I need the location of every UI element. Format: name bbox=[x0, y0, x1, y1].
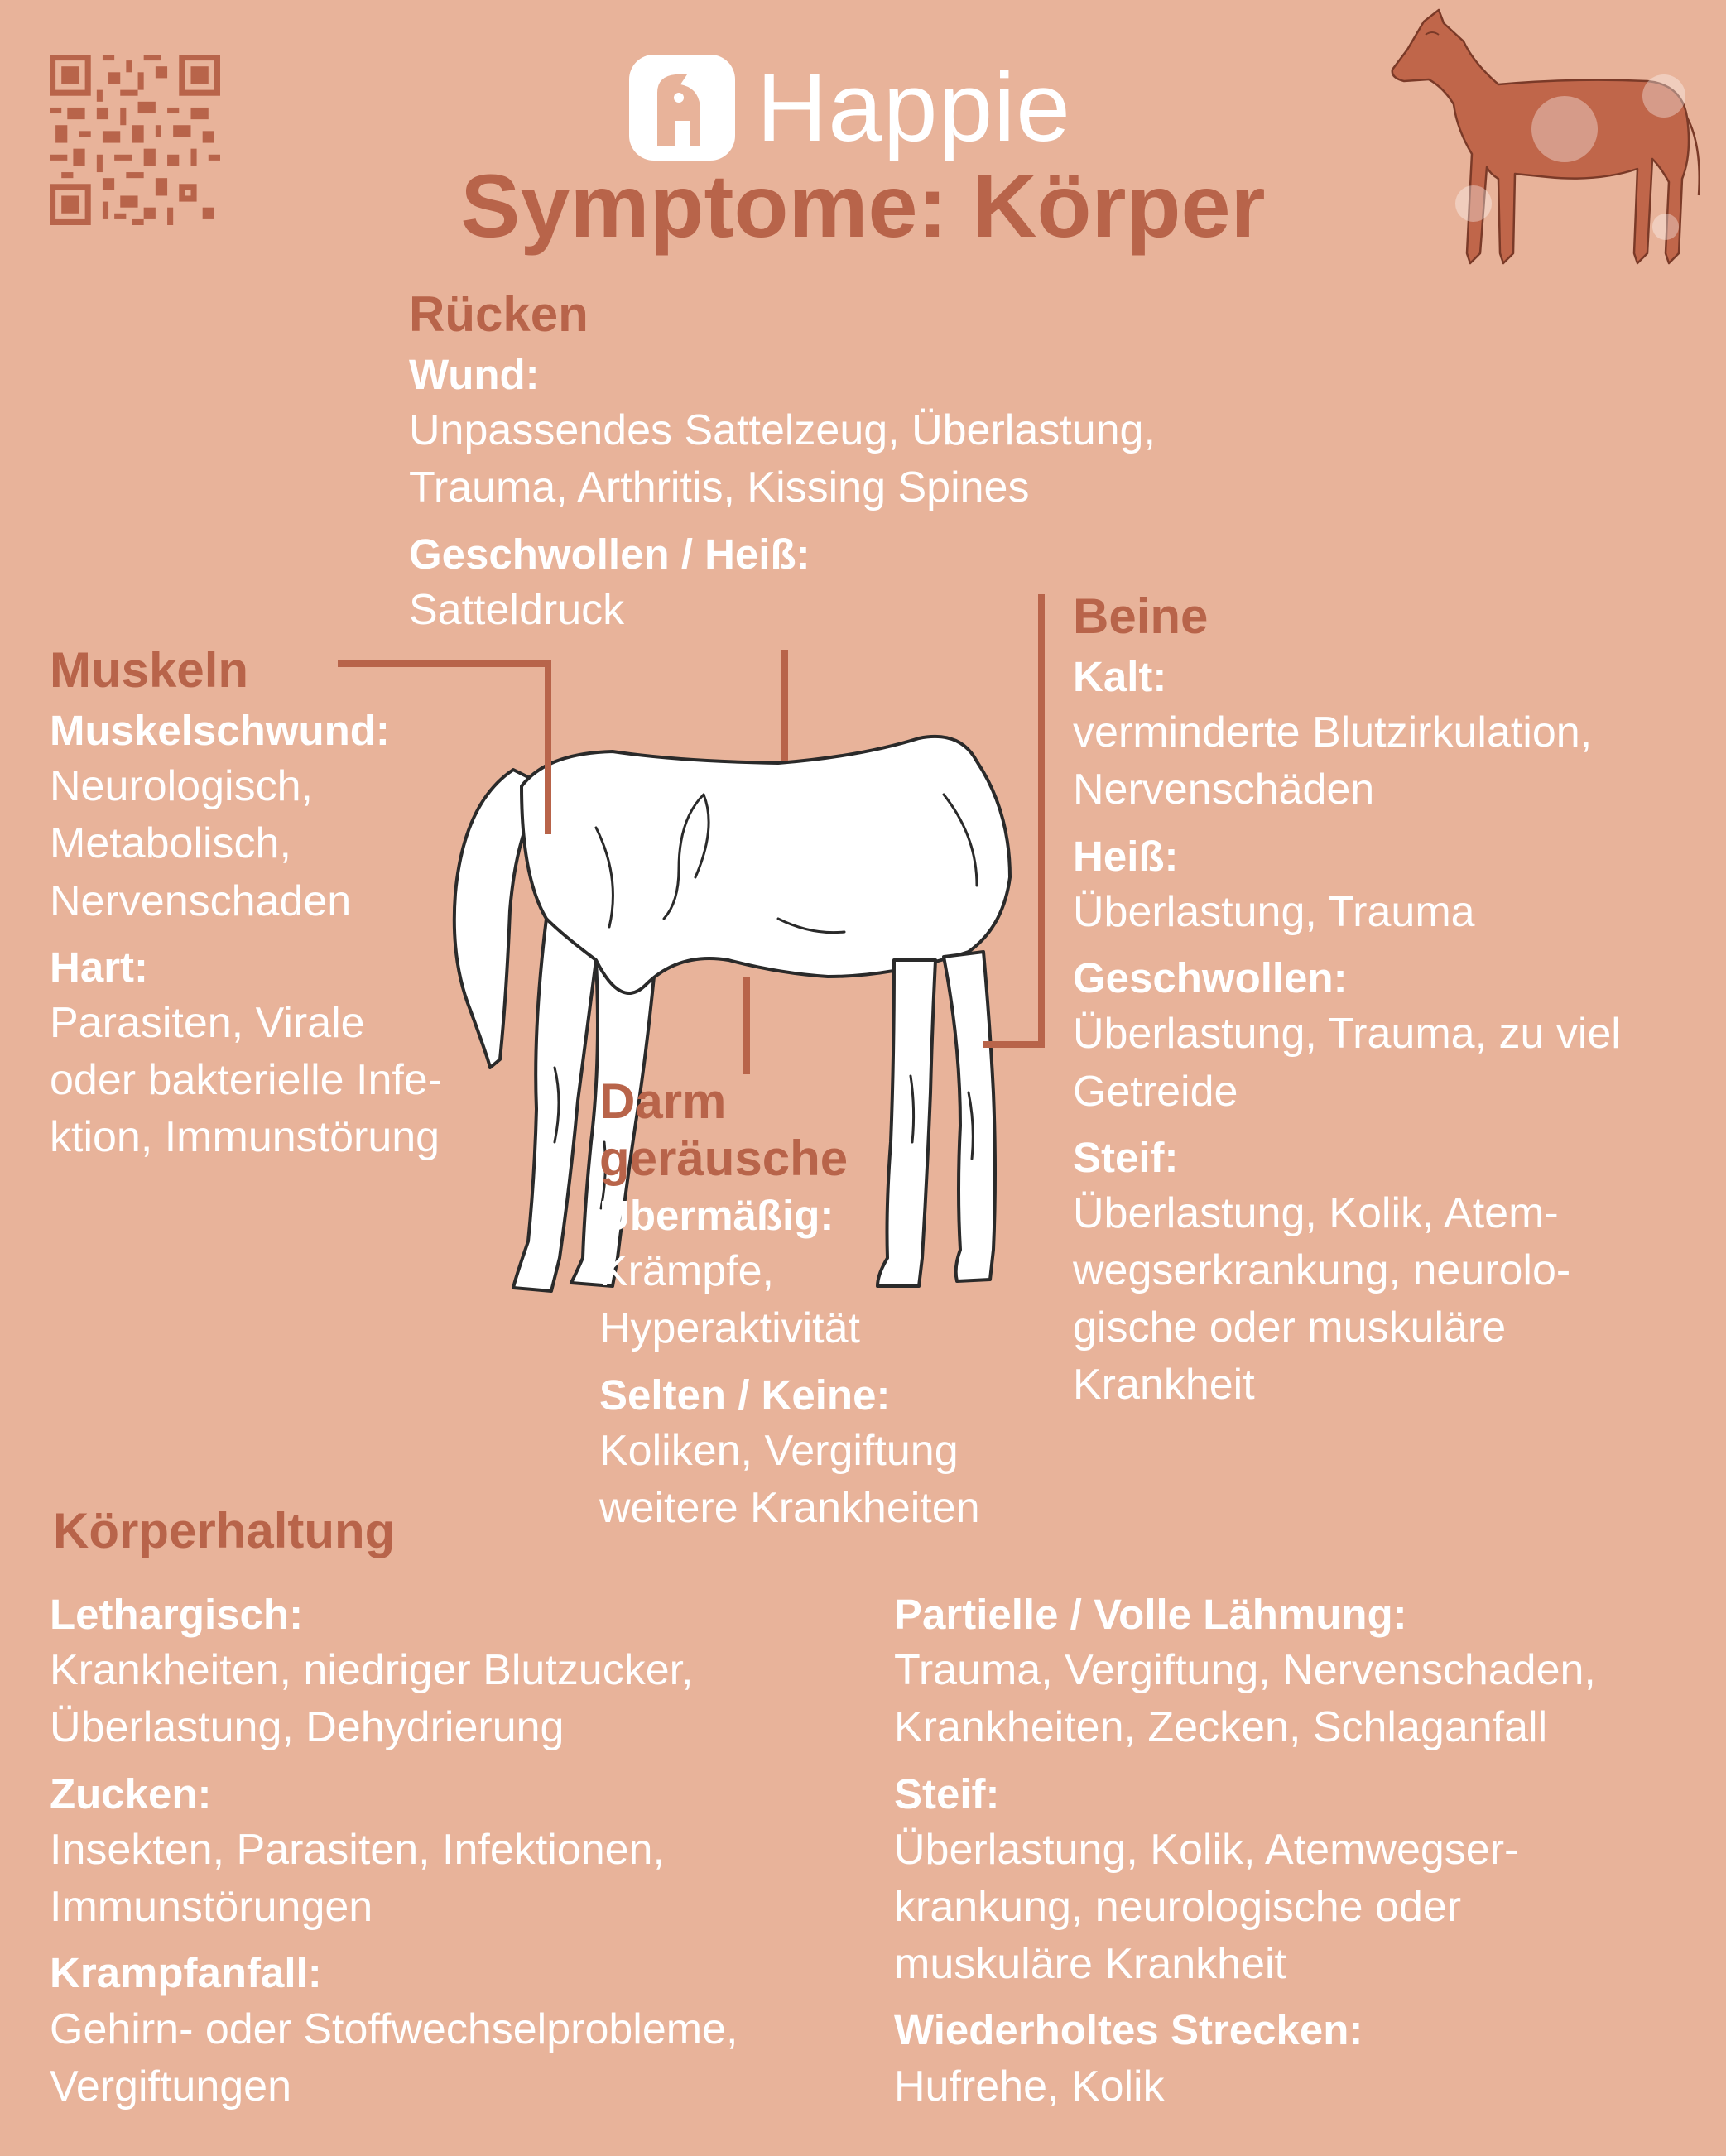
beine-text-line: gische oder muskuläre bbox=[1073, 1304, 1507, 1352]
muskeln-title: Muskeln bbox=[50, 642, 249, 698]
koerperhaltung-text-line: Überlastung, Kolik, Atemwegser- bbox=[894, 1825, 1519, 1874]
connector-line bbox=[743, 977, 750, 1074]
beine-label-geschwollen: Geschwollen: bbox=[1073, 954, 1348, 1002]
muskeln-label-muskelschwund: Muskelschwund: bbox=[50, 707, 390, 754]
koerperhaltung-left bbox=[50, 1587, 738, 2115]
connector-line bbox=[1038, 594, 1045, 1048]
koerperhaltung-label-krampfanfall: Krampfanfall: bbox=[50, 1949, 322, 1997]
beine-title: Beine bbox=[1073, 588, 1209, 644]
koerperhaltung-label-zucken: Zucken: bbox=[50, 1769, 212, 1817]
koerperhaltung-text-line: Immunstörungen bbox=[50, 1883, 373, 1932]
page-title: Symptome: Körper bbox=[460, 156, 1266, 256]
muskeln-text-line: oder bakterielle Infe- bbox=[50, 1056, 443, 1105]
koerperhaltung-title: Körperhaltung bbox=[53, 1503, 396, 1558]
darm-text-line: Hyperaktivität bbox=[599, 1304, 860, 1353]
muskeln-text-line: Metabolisch, bbox=[50, 819, 291, 868]
koerperhaltung-label-steif: Steif: bbox=[894, 1769, 1000, 1817]
koerperhaltung-text-line: krankung, neurologische oder bbox=[894, 1883, 1462, 1932]
darm-title-line: geräusche bbox=[599, 1131, 849, 1186]
koerperhaltung-text-line: Krankheiten, niedriger Blutzucker, bbox=[50, 1646, 694, 1695]
beine-label-heiss: Heiß: bbox=[1073, 832, 1179, 880]
beine-text-line: wegserkrankung, neurolo- bbox=[1073, 1246, 1571, 1295]
koerperhaltung-label-laehmung: Partielle / Volle Lähmung: bbox=[894, 1591, 1407, 1638]
muskeln-text-line: Neurologisch, bbox=[50, 762, 313, 811]
beine-text-line: Krankheit bbox=[1073, 1361, 1255, 1409]
koerperhaltung-text-line: Hufrehe, Kolik bbox=[894, 2062, 1165, 2110]
koerperhaltung-text-line: Vergiftungen bbox=[50, 2062, 292, 2110]
koerperhaltung-label-strecken: Wiederholtes Strecken: bbox=[894, 2006, 1363, 2054]
connector-line bbox=[338, 660, 551, 667]
muskeln-label-hart: Hart: bbox=[50, 943, 149, 991]
koerperhaltung-right bbox=[894, 1587, 1596, 2115]
beine-label-steif: Steif: bbox=[1073, 1133, 1179, 1181]
connector-line bbox=[781, 650, 788, 761]
darm-label-selten: Selten / Keine: bbox=[599, 1371, 891, 1419]
muskeln-text-line: Parasiten, Virale bbox=[50, 999, 365, 1048]
koerperhaltung-label-lethargisch: Lethargisch: bbox=[50, 1591, 304, 1638]
brand bbox=[629, 50, 1071, 166]
koerperhaltung-text-line: Überlastung, Dehydrierung bbox=[50, 1703, 565, 1752]
koerperhaltung-text-line: Gehirn- oder Stoffwechselprobleme, bbox=[50, 2005, 738, 2053]
koerperhaltung-text-line: Krankheiten, Zecken, Schlaganfall bbox=[894, 1703, 1548, 1752]
ruecken-text-line: Unpassendes Sattelzeug, Überlastung, bbox=[409, 406, 1156, 455]
ruecken-title: Rücken bbox=[409, 286, 589, 342]
darm-text-line: Koliken, Vergiftung bbox=[599, 1426, 959, 1475]
connector-line bbox=[545, 660, 551, 834]
beine-section bbox=[1073, 588, 1621, 1414]
beine-text-line: Nervenschäden bbox=[1073, 766, 1375, 814]
beine-text-line: Überlastung, Trauma bbox=[1073, 887, 1475, 936]
muskeln-text-line: Nervenschaden bbox=[50, 876, 352, 925]
muskeln-section bbox=[50, 641, 442, 1167]
beine-text-line: verminderte Blutzirkulation, bbox=[1073, 708, 1593, 757]
beine-label-kalt: Kalt: bbox=[1073, 653, 1167, 700]
darm-label-uebermaessig: Übermäßig: bbox=[599, 1192, 834, 1239]
beine-text-line: Getreide bbox=[1073, 1067, 1238, 1116]
koerperhaltung-text-line: Insekten, Parasiten, Infektionen, bbox=[50, 1825, 665, 1874]
ruecken-section bbox=[409, 286, 1156, 639]
darm-text-line: weitere Krankheiten bbox=[599, 1484, 980, 1533]
connector-line bbox=[983, 1041, 1045, 1048]
ruecken-text-line: Satteldruck bbox=[409, 585, 625, 634]
darm-title-line: Darm bbox=[599, 1073, 727, 1129]
darm-text-line: Krämpfe, bbox=[599, 1247, 774, 1296]
koerperhaltung-text-line: muskuläre Krankheit bbox=[894, 1940, 1286, 1989]
ruecken-label-wund: Wund: bbox=[409, 351, 540, 398]
muskeln-text-line: ktion, Immunstörung bbox=[50, 1113, 440, 1162]
ruecken-label-geschwollen: Geschwollen / Heiß: bbox=[409, 530, 810, 578]
happie-logo-icon bbox=[629, 55, 735, 161]
brand-name: Happie bbox=[757, 53, 1071, 162]
koerperhaltung-text-line: Trauma, Vergiftung, Nervenschaden, bbox=[894, 1646, 1596, 1695]
beine-text-line: Überlastung, Kolik, Atem- bbox=[1073, 1188, 1559, 1237]
ruecken-text-line: Trauma, Arthritis, Kissing Spines bbox=[409, 463, 1030, 512]
beine-text-line: Überlastung, Trauma, zu viel bbox=[1073, 1010, 1621, 1059]
darm-section bbox=[599, 1073, 980, 1537]
